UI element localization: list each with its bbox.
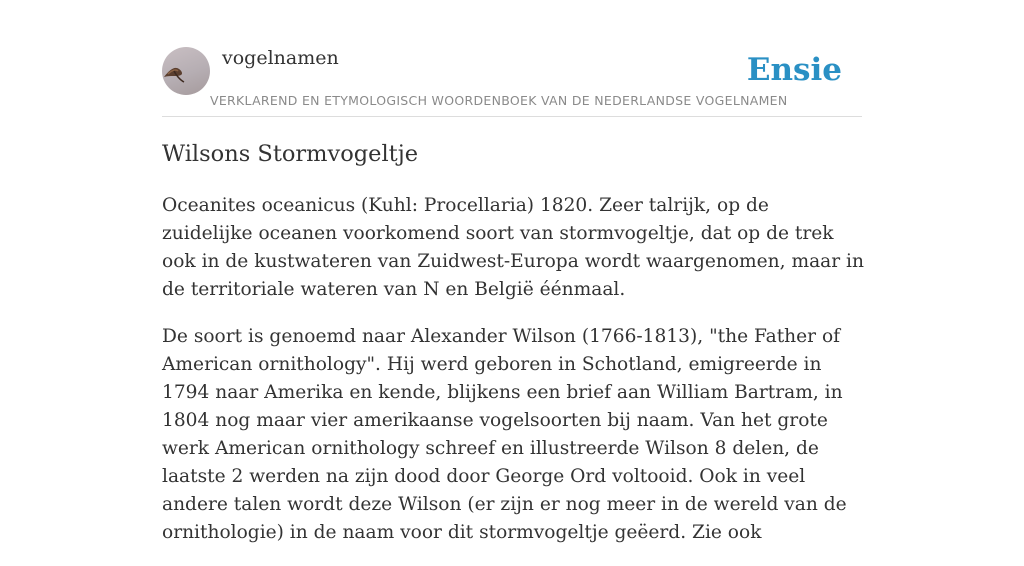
username[interactable]: vogelnamen bbox=[222, 47, 339, 69]
bird-photo-icon bbox=[162, 47, 210, 95]
brand-logo[interactable]: Ensie bbox=[746, 52, 842, 88]
dictionary-subtitle[interactable]: VERKLAREND EN ETYMOLOGISCH WOORDENBOEK VAN DE NEDERLANDSE VOGELNAMEN bbox=[210, 93, 788, 108]
page-title: Wilsons Stormvogeltje bbox=[162, 141, 419, 167]
site-header bbox=[162, 40, 862, 117]
article-paragraph: De soort is genoemd naar Alexander Wilson (1766-1813), "the Father of American ornithology". Hij werd geboren in Schotland, emigreerde in 1794 naar Amerika en kende, blijkens een brief aan William Bartram, in 1804 nog maar vier amerikaanse vogelsoorten bij naam. Van het grote werk American ornithology schreef en illustreerde Wilson 8 delen, de laatste 2 werden na zijn dood door George Ord voltooid. Ook in veel andere talen wordt deze Wilson (er zijn er nog meer in de wereld van de ornithologie) in de naam voor dit stormvogeltje geëerd. Zie ook bbox=[162, 326, 847, 543]
article-paragraph: Oceanites oceanicus (Kuhl: Procellaria) 1820. Zeer talrijk, op de zuidelijke oceanen voorkomend soort van stormvogeltje, dat op de trek ook in de kustwateren van Zuidwest-Europa wordt waargenomen, maar in de territoriale wateren van N en België éénmaal. bbox=[162, 195, 864, 300]
article bbox=[162, 138, 864, 566]
avatar[interactable] bbox=[162, 47, 210, 95]
